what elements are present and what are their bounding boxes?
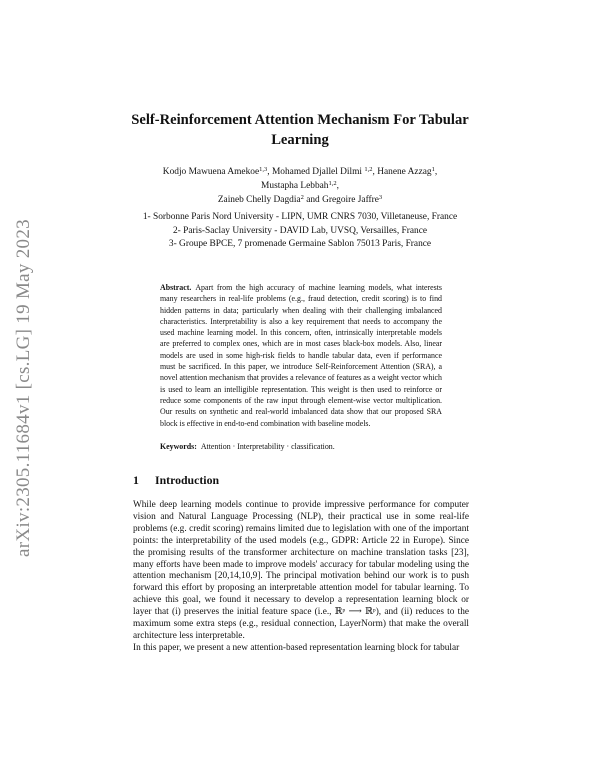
paragraph: In this paper, we present a new attention-based representation learning block for tabular	[133, 642, 460, 653]
keywords-label: Keywords:	[160, 442, 197, 451]
author-affiliation-mark: 1,2	[328, 180, 337, 187]
abstract-text: Apart from the high accuracy of machine learning models, what interests many researchers in real-life problems (e.g., fraud detection, credit scoring) is to find hidden patterns in data; particularly when dealing with their challenging imbalanced characteristics. Interpretability is also a key requirement that needs to accompany the used machine learning model. In this concern, often, intrinsically interpretable models are preferred to complex ones, which are in most cases black-box models. Also, linear models are used in some high-risk fields to handle tabular data, even if performance must be sacrificed. In this paper, we introduce Self-Reinforcement Attention (SRA), a novel attention mechanism that provides a relevance of features as a weight vector which is used to learn an intelligible representation. This weight is then used to reinforce or reduce some components of the raw input through element-wise vector multiplication. Our results on synthetic and real-world imbalanced data show that our proposed SRA block is effective in end-to-end combination with baseline models.	[160, 283, 442, 428]
author-affiliation-mark: 3	[378, 194, 383, 201]
keywords-text: Attention · Interpretability · classification.	[200, 442, 335, 451]
author-name: Mustapha Lebbah	[261, 181, 329, 191]
author-affiliation-mark: 1	[431, 166, 435, 173]
author-affiliation-mark: 1,3	[259, 166, 268, 173]
author-name: Gregoire Jaffre	[322, 195, 379, 205]
section-number: 1	[133, 473, 139, 487]
abstract-label: Abstract.	[160, 283, 192, 292]
arxiv-identifier: arXiv:2305.11684v1 [cs.LG] 19 May 2023	[13, 219, 34, 557]
author-name: Hanene Azzag	[377, 167, 432, 177]
section-title: Introduction	[155, 473, 220, 487]
affiliation-list	[110, 211, 490, 252]
author-affiliation-mark: 2	[300, 194, 304, 201]
author-affiliation-mark: 1,2	[364, 166, 373, 173]
body-text	[133, 500, 469, 655]
affiliation-line: 2- Paris-Saclay University - DAVID Lab, UVSQ, Versailles, France	[172, 225, 428, 236]
paragraph: While deep learning models continue to provide impressive performance for computer vision and Natural Language Processing (NLP), their practical use in some real-life problems (e.g. credit scoring) remains limited due to legislation with one of the important points: the interpretability of the used models (e.g., GDPR: Article 22 in Europe). Since the promising results of the transformer architecture on machine translation tasks [23], many efforts have been made to improve models' accuracy for tabular modeling using the attention mechanism [20,14,10,9]. The principal motivation behind our work is to push forward this effort by proposing an interpretable attention model for tabular learning. To achieve this goal, we found it necessary to develop a representation learning block or layer that (i) preserves the initial feature space (i.e., ℝᵖ ⟶ ℝᵖ), and (ii) reduces to the maximum some extra steps (e.g., residual connection, LayerNorm) that make the overall architecture less interpretable.	[133, 500, 469, 641]
section-heading	[133, 473, 219, 488]
author-list: Kodjo Mawuena Amekoe$^{1,3}$, Mohamed Djallel Dilmi $^{1,2}$, Hanene Azzag$^1$, Mustapha Lebbah$^{1,2}$, Zaineb Chelly Dagdia$^2$ and Gregoire Jaffre$^3$	[162, 166, 438, 205]
abstract	[160, 282, 442, 429]
author-name: Zaineb Chelly Dagdia	[217, 195, 301, 205]
paper-title: Self-Reinforcement Attention Mechanism For Tabular Learning	[131, 112, 469, 148]
affiliation-line: 1- Sorbonne Paris Nord University - LIPN, UMR CNRS 7030, Villetaneuse, France	[142, 212, 458, 222]
author-name: Mohamed Djallel Dilmi	[271, 167, 363, 177]
affiliation-line: 3- Groupe BPCE, 7 promenade Germaine Sablon 75013 Paris, France	[168, 239, 432, 249]
author-name: Kodjo Mawuena Amekoe	[162, 167, 260, 177]
keywords	[160, 441, 442, 452]
